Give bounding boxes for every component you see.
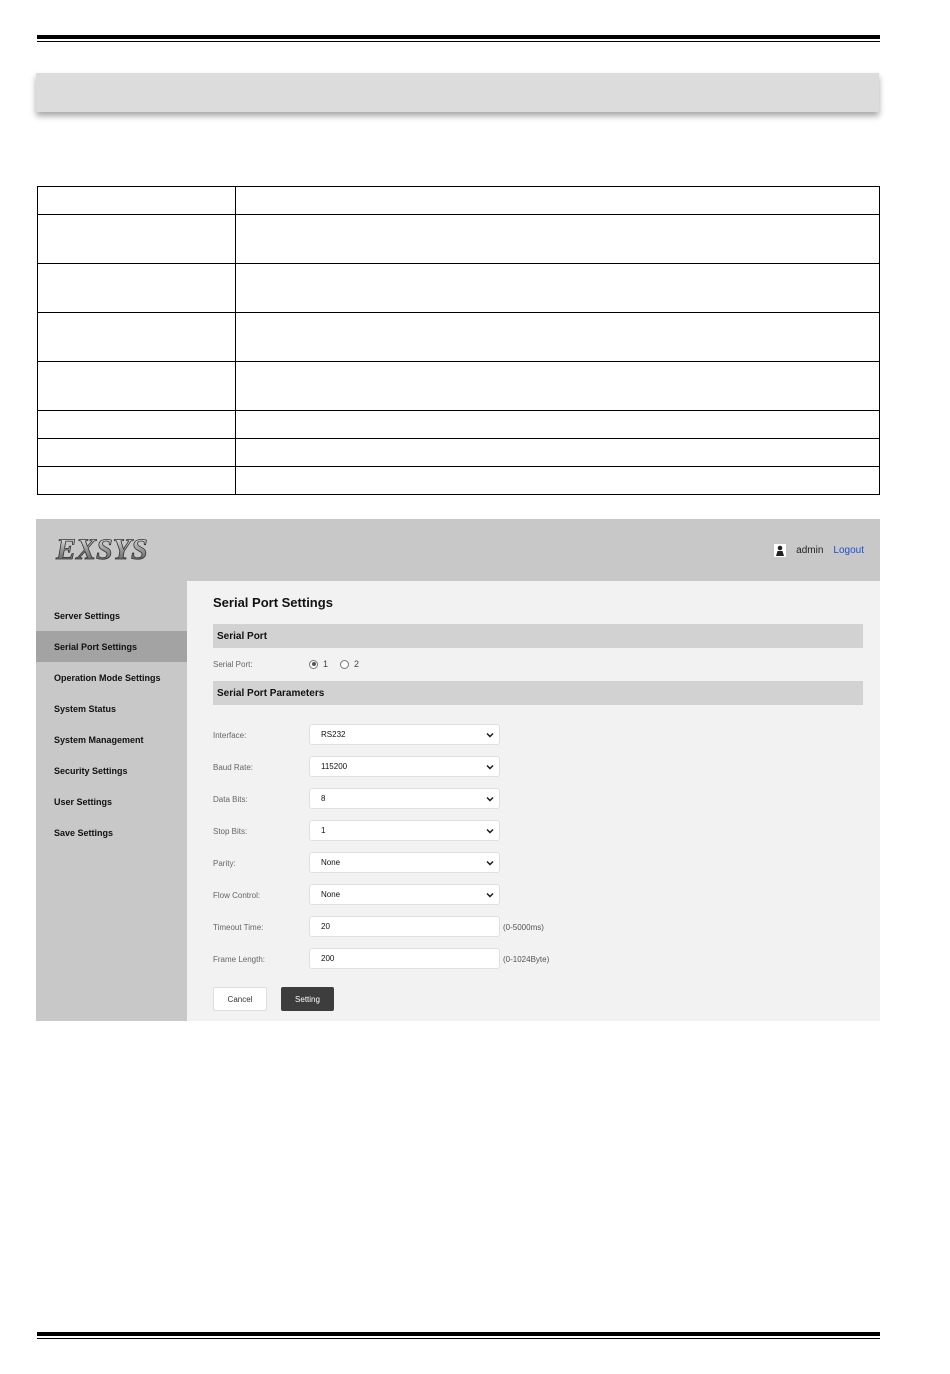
serial-port-label: Serial Port:	[213, 660, 253, 669]
serial-port-radio-1[interactable]	[309, 660, 318, 669]
timeout-time-input[interactable]	[309, 916, 500, 937]
section-banner	[36, 73, 879, 112]
parameter-table	[37, 186, 880, 495]
serial-port-radio-2[interactable]	[340, 660, 349, 669]
sidebar-item-user-settings[interactable]: User Settings	[54, 796, 113, 807]
baud-rate-select[interactable]	[309, 756, 500, 777]
sidebar	[36, 581, 187, 1021]
frame-length-value: 200	[321, 954, 335, 963]
frame-length-input[interactable]	[309, 948, 500, 969]
frame-length-label: Frame Length:	[213, 955, 266, 964]
stop-bits-select[interactable]	[309, 820, 500, 841]
main-content	[187, 581, 880, 1021]
parity-value: None	[321, 858, 341, 867]
serial-port-radio-group	[309, 659, 371, 669]
interface-label: Interface:	[213, 731, 247, 740]
table-row	[38, 467, 880, 495]
flow-control-select[interactable]	[309, 884, 500, 905]
sidebar-item-server-settings[interactable]: Server Settings	[54, 610, 121, 621]
sidebar-item-serial-port-settings[interactable]: Serial Port Settings	[36, 631, 187, 662]
table-row	[38, 411, 880, 439]
sidebar-item-security-settings[interactable]: Security Settings	[54, 765, 128, 776]
serial-port-section-header: Serial Port	[213, 624, 863, 648]
table-row	[38, 187, 880, 215]
chevron-down-icon	[486, 827, 494, 835]
chevron-down-icon	[486, 763, 494, 771]
table-row	[38, 215, 880, 264]
user-area	[774, 541, 864, 559]
sidebar-item-system-management[interactable]: System Management	[54, 734, 144, 745]
table-row	[38, 362, 880, 411]
sidebar-item-system-status[interactable]: System Status	[54, 703, 117, 714]
baud-rate-value: 115200	[321, 762, 348, 771]
web-ui-screenshot	[36, 519, 880, 1021]
serial-port-radio-2-label: 2	[354, 659, 360, 669]
setting-button[interactable]: Setting	[281, 987, 334, 1011]
stop-bits-label: Stop Bits:	[213, 827, 248, 836]
parity-select[interactable]	[309, 852, 500, 873]
serial-port-radio-1-label: 1	[323, 659, 329, 669]
timeout-time-label: Timeout Time:	[213, 923, 264, 932]
username-label: admin	[796, 544, 824, 556]
serial-port-parameters-section-header: Serial Port Parameters	[213, 681, 863, 705]
flow-control-label: Flow Control:	[213, 891, 261, 900]
sidebar-item-operation-mode-settings[interactable]: Operation Mode Settings	[54, 672, 161, 683]
interface-value: RS232	[321, 730, 346, 739]
ui-header	[36, 519, 880, 581]
logout-link[interactable]: Logout	[833, 544, 864, 556]
data-bits-select[interactable]	[309, 788, 500, 809]
table-row	[38, 313, 880, 362]
timeout-time-value: 20	[321, 922, 330, 931]
chevron-down-icon	[486, 795, 494, 803]
baud-rate-label: Baud Rate:	[213, 763, 254, 772]
table-row	[38, 264, 880, 313]
interface-select[interactable]	[309, 724, 500, 745]
timeout-time-unit: (0-5000ms)	[503, 923, 544, 932]
stop-bits-value: 1	[321, 826, 326, 835]
page-title: Serial Port Settings	[213, 595, 333, 610]
user-icon	[774, 544, 786, 557]
chevron-down-icon	[486, 859, 494, 867]
cancel-button[interactable]: Cancel	[213, 987, 267, 1011]
chevron-down-icon	[486, 731, 494, 739]
bottom-rule	[37, 1332, 880, 1339]
table-row	[38, 439, 880, 467]
logo-text: EXSYS	[56, 533, 148, 566]
top-rule	[37, 35, 880, 42]
parity-label: Parity:	[213, 859, 236, 868]
chevron-down-icon	[486, 891, 494, 899]
data-bits-value: 8	[321, 794, 326, 803]
exsys-logo	[54, 529, 149, 569]
flow-control-value: None	[321, 890, 341, 899]
data-bits-label: Data Bits:	[213, 795, 248, 804]
sidebar-item-save-settings[interactable]: Save Settings	[54, 827, 114, 838]
frame-length-unit: (0-1024Byte)	[503, 955, 550, 964]
